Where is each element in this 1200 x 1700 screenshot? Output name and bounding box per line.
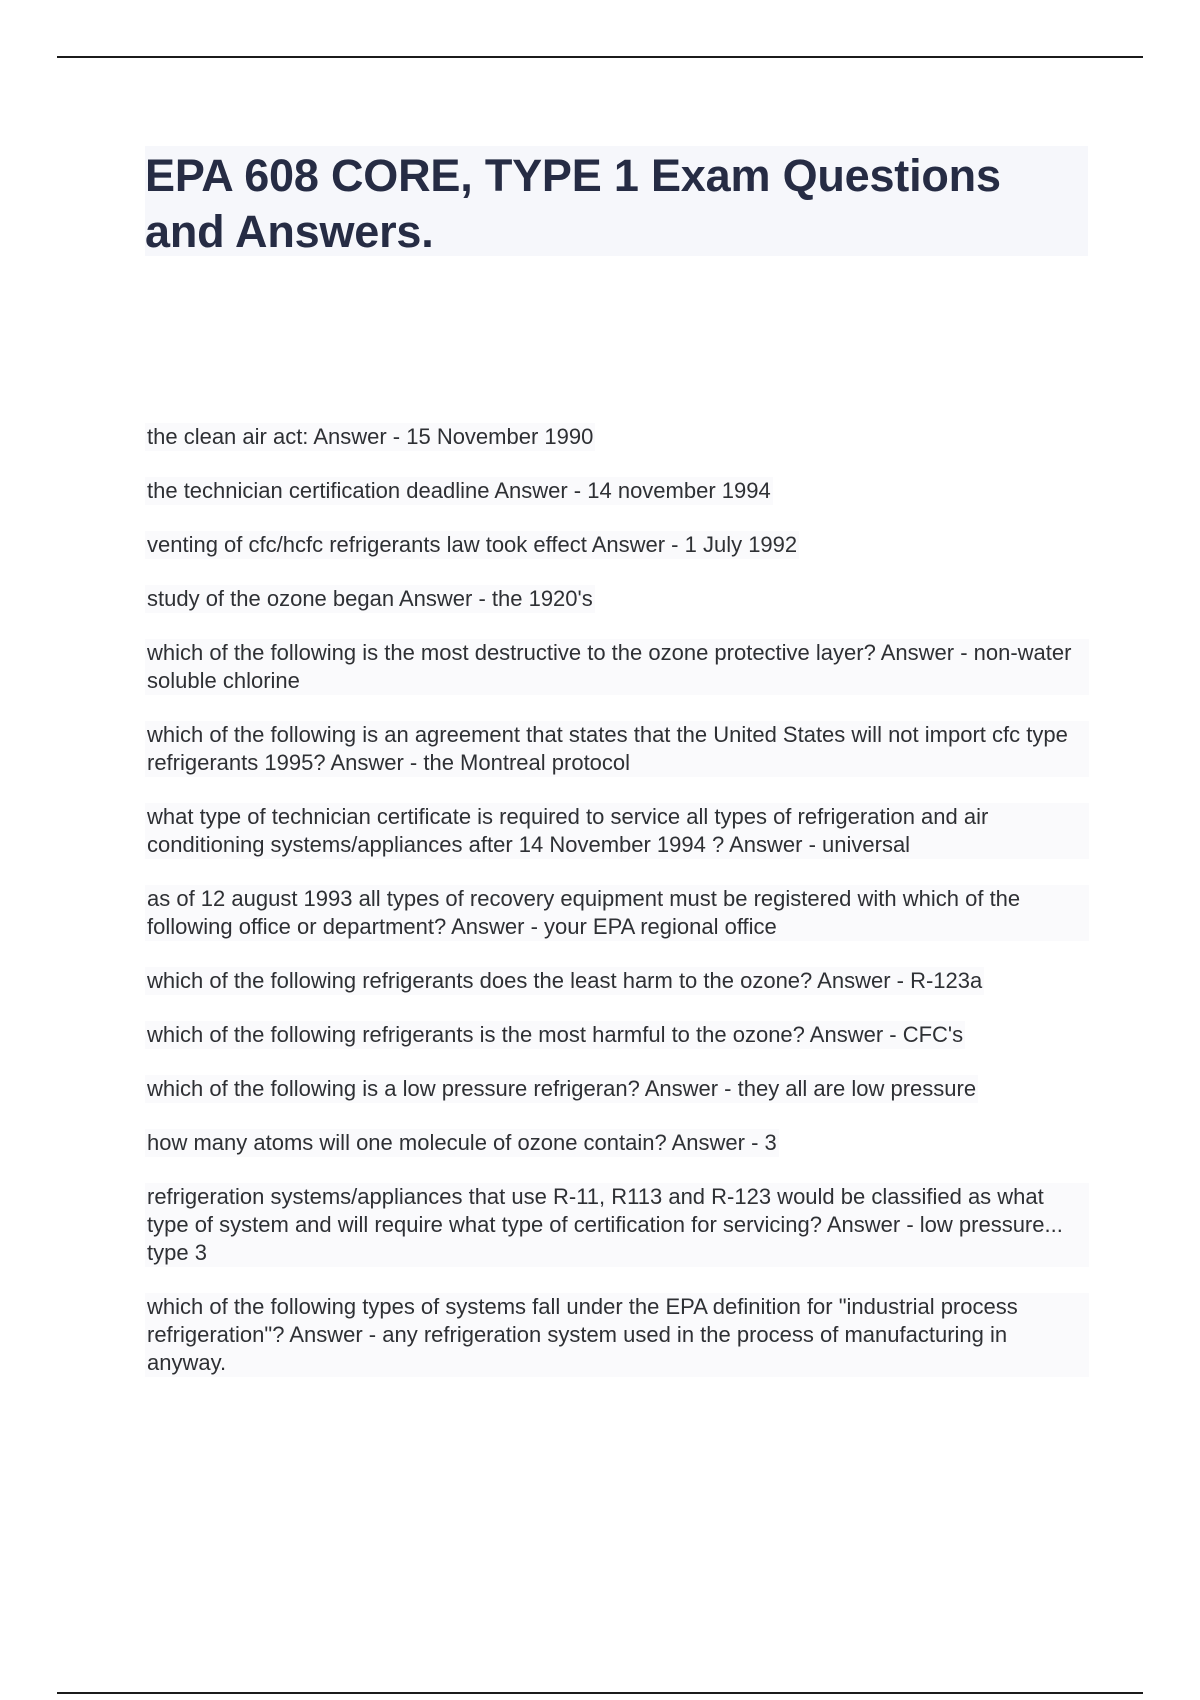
- bottom-divider: [57, 1692, 1143, 1694]
- qa-item: refrigeration systems/appliances that use R-11, R113 and R-123 would be classified as what type of system and will require what type of certification for servicing? Answer - low pressure... type 3: [145, 1183, 1089, 1267]
- qa-item: which of the following is an agreement that states that the United States will not import cfc type refrigerants 1995? Answer - the Montreal protocol: [145, 721, 1089, 777]
- qa-item: the clean air act: Answer - 15 November 1990: [147, 424, 594, 449]
- qa-item: what type of technician certificate is required to service all types of refrigeration and air conditioning systems/appliances after 14 November 1994 ? Answer - universal: [145, 803, 1089, 859]
- qa-item: the technician certification deadline Answer - 14 november 1994: [147, 478, 771, 503]
- qa-item: which of the following refrigerants is the most harmful to the ozone? Answer - CFC's: [147, 1022, 964, 1047]
- qa-item: how many atoms will one molecule of ozone contain? Answer - 3: [147, 1130, 777, 1155]
- qa-item: which of the following refrigerants does the least harm to the ozone? Answer - R-123a: [147, 968, 983, 993]
- qa-item: venting of cfc/hcfc refrigerants law took effect Answer - 1 July 1992: [147, 532, 798, 557]
- qa-item: as of 12 august 1993 all types of recovery equipment must be registered with which of the following office or department? Answer - your EPA regional office: [145, 885, 1089, 941]
- qa-item: which of the following is a low pressure refrigeran? Answer - they all are low pressure: [147, 1076, 977, 1101]
- top-divider: [57, 56, 1143, 58]
- qa-item: which of the following types of systems fall under the EPA definition for "industrial process refrigeration"? Answer - any refrigeration system used in the process of manufacturing in anyway.: [145, 1293, 1089, 1377]
- document-title: EPA 608 CORE, TYPE 1 Exam Questions and Answers.: [145, 150, 1001, 257]
- qa-item: which of the following is the most destructive to the ozone protective layer? Answer - non-water soluble chlorine: [145, 639, 1089, 695]
- qa-item: study of the ozone began Answer - the 1920's: [147, 586, 593, 611]
- qa-list: [145, 423, 1090, 1403]
